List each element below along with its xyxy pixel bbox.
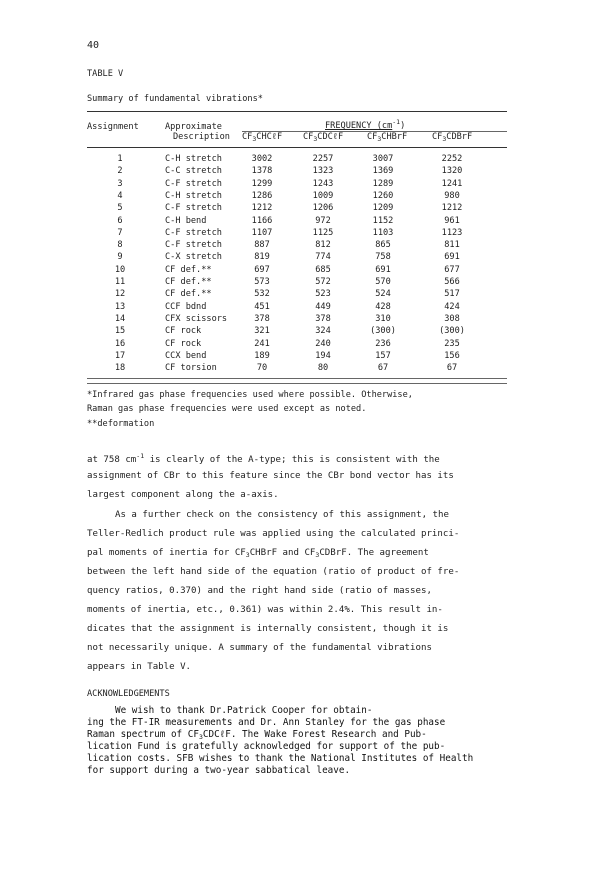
cell-description: C-H stretch: [165, 154, 222, 164]
cell-chclf: 70: [256, 363, 268, 374]
header-bottom-rule: [87, 147, 507, 148]
cell-description: CF def.**: [165, 289, 212, 300]
body-line-5: Teller-Redlich product rule was applied using the calculated princi-: [87, 529, 460, 539]
ack-line-1: We wish to thank Dr.Patrick Cooper for obtain-: [115, 705, 373, 716]
cell-cdclf: 194: [315, 350, 331, 361]
cell-description: CF torsion: [165, 363, 217, 374]
cell-chbrf: 310: [375, 313, 391, 324]
ack-line-6: for support during a two-year sabbatical leave.: [87, 765, 351, 776]
cell-chclf: 1378: [251, 166, 273, 177]
cell-cdclf: 2257: [312, 154, 334, 164]
header-frequency: FREQUENCY $(cm^{-1})$: [325, 118, 406, 131]
body-line-1: at 758 $cm^{-1}$ is clearly of the A-type; this is consistent with the: [87, 452, 440, 465]
cell-cdclf: 1206: [312, 203, 334, 214]
ack-line-4: lication Fund is gratefully acknowledged for support of the pub-: [87, 741, 446, 752]
cell-description: C-F stretch: [165, 178, 222, 189]
ack-line-5: lication costs. SFB wishes to thank the National Institutes of Health: [87, 753, 474, 764]
cell-chbrf: 758: [375, 252, 391, 263]
cell-description: CFX scissors: [165, 313, 228, 324]
cell-description: CF def.**: [165, 277, 212, 287]
cell-cdclf: 378: [315, 313, 331, 324]
cell-chbrf: 524: [375, 289, 391, 300]
cell-chclf: 697: [254, 264, 270, 275]
header-freq-rule: [242, 131, 507, 132]
cell-cdbrf: 811: [444, 240, 460, 251]
header-description: Description: [173, 132, 230, 142]
cell-chbrf: (300): [370, 326, 396, 337]
cell-description: CF rock: [165, 326, 202, 337]
cell-cdbrf: 980: [444, 190, 460, 201]
cell-index: 7: [117, 227, 123, 238]
cell-cdclf: 449: [315, 301, 331, 312]
table-bottom-rule: [87, 378, 507, 379]
cell-chbrf: 1152: [372, 215, 394, 226]
cell-index: 16: [114, 338, 126, 349]
cell-cdbrf: 67: [446, 363, 458, 374]
cell-chbrf: 1209: [372, 203, 394, 214]
cell-chclf: 1212: [251, 203, 273, 214]
cell-cdbrf: 424: [444, 301, 460, 312]
header-approximate: Approximate: [165, 122, 222, 132]
cell-index: 14: [114, 313, 126, 324]
cell-cdbrf: 2252: [441, 154, 463, 164]
footnote-2: **deformation: [87, 419, 155, 429]
cell-index: 1: [117, 154, 123, 164]
cell-chclf: 189: [254, 350, 270, 361]
cell-chbrf: 236: [375, 338, 391, 349]
body-line-9: moments of inertia, etc., 0.361) was within 2.4%. This result in-: [87, 605, 443, 615]
cell-chbrf: 67: [377, 363, 389, 374]
body-line-7: between the left hand side of the equation (ratio of product of fre-: [87, 567, 460, 577]
cell-cdclf: 523: [315, 289, 331, 300]
cell-cdbrf: 1320: [441, 166, 463, 177]
body-line-10: dicates that the assignment is internally consistent, though it is: [87, 624, 449, 634]
cell-chbrf: 691: [375, 264, 391, 275]
cell-chbrf: 1289: [372, 178, 394, 189]
cell-description: C-H bend: [165, 215, 207, 226]
cell-chclf: 451: [254, 301, 270, 312]
cell-chclf: 241: [254, 338, 270, 349]
cell-cdbrf: 235: [444, 338, 460, 349]
cell-index: 13: [114, 301, 126, 312]
body-line-11: not necessarily unique. A summary of the fundamental vibrations: [87, 643, 432, 653]
cell-index: 9: [117, 252, 123, 263]
cell-index: 4: [117, 190, 123, 201]
cell-description: C-F stretch: [165, 203, 222, 214]
cell-chclf: 1166: [251, 215, 273, 226]
header-col2: $CF_3CDC\ell F$: [303, 132, 344, 143]
cell-description: CCF bdnd: [165, 301, 207, 312]
ack-line-3: Raman spectrum of $CF_3CDC\ell F$. The Wake Forest Research and Pub-: [87, 729, 427, 741]
body-line-8: quency ratios, 0.370) and the right hand side (ratio of masses,: [87, 586, 432, 596]
body-line-4: As a further check on the consistency of this assignment, the: [115, 510, 449, 520]
page-number: 40: [87, 40, 100, 51]
cell-chbrf: 865: [375, 240, 391, 251]
cell-chclf: 819: [254, 252, 270, 263]
cell-index: 5: [117, 203, 123, 214]
cell-cdbrf: 1241: [441, 178, 463, 189]
table-caption: Summary of fundamental vibrations*: [87, 94, 263, 104]
cell-cdclf: 1125: [312, 227, 334, 238]
body-line-6: pal moments of inertia for $CF_3CHBrF$ and $CF_3CDBrF$. The agreement: [87, 548, 429, 559]
ack-line-2: ing the FT-IR measurements and Dr. Ann Stanley for the gas phase: [87, 717, 446, 728]
cell-description: C-C stretch: [165, 166, 222, 177]
cell-cdclf: 1243: [312, 178, 334, 189]
cell-cdbrf: 1123: [441, 227, 463, 238]
cell-cdbrf: (300): [439, 326, 465, 337]
footnote-1b: Raman gas phase frequencies were used except as noted.: [87, 404, 367, 414]
cell-index: 2: [117, 166, 123, 177]
body-line-3: largest component along the a-axis.: [87, 490, 279, 500]
cell-cdbrf: 566: [444, 277, 460, 287]
header-col1: $CF_3CHC\ell F$: [242, 132, 283, 143]
cell-description: CCX bend: [165, 350, 207, 361]
cell-cdclf: 972: [315, 215, 331, 226]
cell-chbrf: 1260: [372, 190, 394, 201]
cell-chclf: 378: [254, 313, 270, 324]
cell-index: 10: [114, 264, 126, 275]
header-assignment: Assignment: [87, 122, 139, 132]
cell-description: C-X stretch: [165, 252, 222, 263]
body-line-2: assignment of CBr to this feature since the CBr bond vector has its: [87, 471, 454, 481]
cell-description: C-H stretch: [165, 190, 222, 201]
cell-index: 3: [117, 178, 123, 189]
cell-cdclf: 1009: [312, 190, 334, 201]
cell-cdclf: 572: [315, 277, 331, 287]
cell-chbrf: 3007: [372, 154, 394, 164]
cell-description: CF rock: [165, 338, 202, 349]
cell-index: 11: [114, 277, 126, 287]
cell-cdbrf: 961: [444, 215, 460, 226]
table-label: TABLE V: [87, 69, 124, 79]
table-top-rule: [87, 111, 507, 112]
cell-chbrf: 1103: [372, 227, 394, 238]
ack-heading: ACKNOWLEDGEMENTS: [87, 689, 170, 699]
cell-cdclf: 240: [315, 338, 331, 349]
cell-index: 15: [114, 326, 126, 337]
cell-chbrf: 1369: [372, 166, 394, 177]
cell-index: 12: [114, 289, 126, 300]
cell-cdbrf: 517: [444, 289, 460, 300]
cell-cdclf: 685: [315, 264, 331, 275]
cell-chclf: 1107: [251, 227, 273, 238]
cell-index: 17: [114, 350, 126, 361]
cell-description: C-F stretch: [165, 227, 222, 238]
cell-chclf: 573: [254, 277, 270, 287]
cell-chclf: 1299: [251, 178, 273, 189]
cell-chbrf: 428: [375, 301, 391, 312]
cell-cdclf: 812: [315, 240, 331, 251]
cell-cdbrf: 691: [444, 252, 460, 263]
cell-cdclf: 80: [317, 363, 329, 374]
cell-chbrf: 570: [375, 277, 391, 287]
footnote-1a: *Infrared gas phase frequencies used where possible. Otherwise,: [87, 390, 413, 400]
cell-cdclf: 1323: [312, 166, 334, 177]
cell-chclf: 532: [254, 289, 270, 300]
cell-chclf: 887: [254, 240, 270, 251]
cell-chclf: 3002: [251, 154, 273, 164]
cell-index: 6: [117, 215, 123, 226]
cell-chclf: 1286: [251, 190, 273, 201]
header-col3: $CF_3CHBrF$: [367, 132, 408, 143]
cell-cdclf: 324: [315, 326, 331, 337]
body-line-12: appears in Table V.: [87, 662, 192, 672]
cell-index: 8: [117, 240, 123, 251]
cell-cdbrf: 1212: [441, 203, 463, 214]
cell-description: C-F stretch: [165, 240, 222, 251]
cell-cdbrf: 156: [444, 350, 460, 361]
cell-chclf: 321: [254, 326, 270, 337]
table-bottom-rule-2: [87, 383, 507, 384]
cell-cdclf: 774: [315, 252, 331, 263]
cell-description: CF def.**: [165, 264, 212, 275]
cell-cdbrf: 308: [444, 313, 460, 324]
header-col4: $CF_3CDBrF$: [432, 132, 473, 143]
cell-cdbrf: 677: [444, 264, 460, 275]
cell-chbrf: 157: [375, 350, 391, 361]
cell-index: 18: [114, 363, 126, 374]
